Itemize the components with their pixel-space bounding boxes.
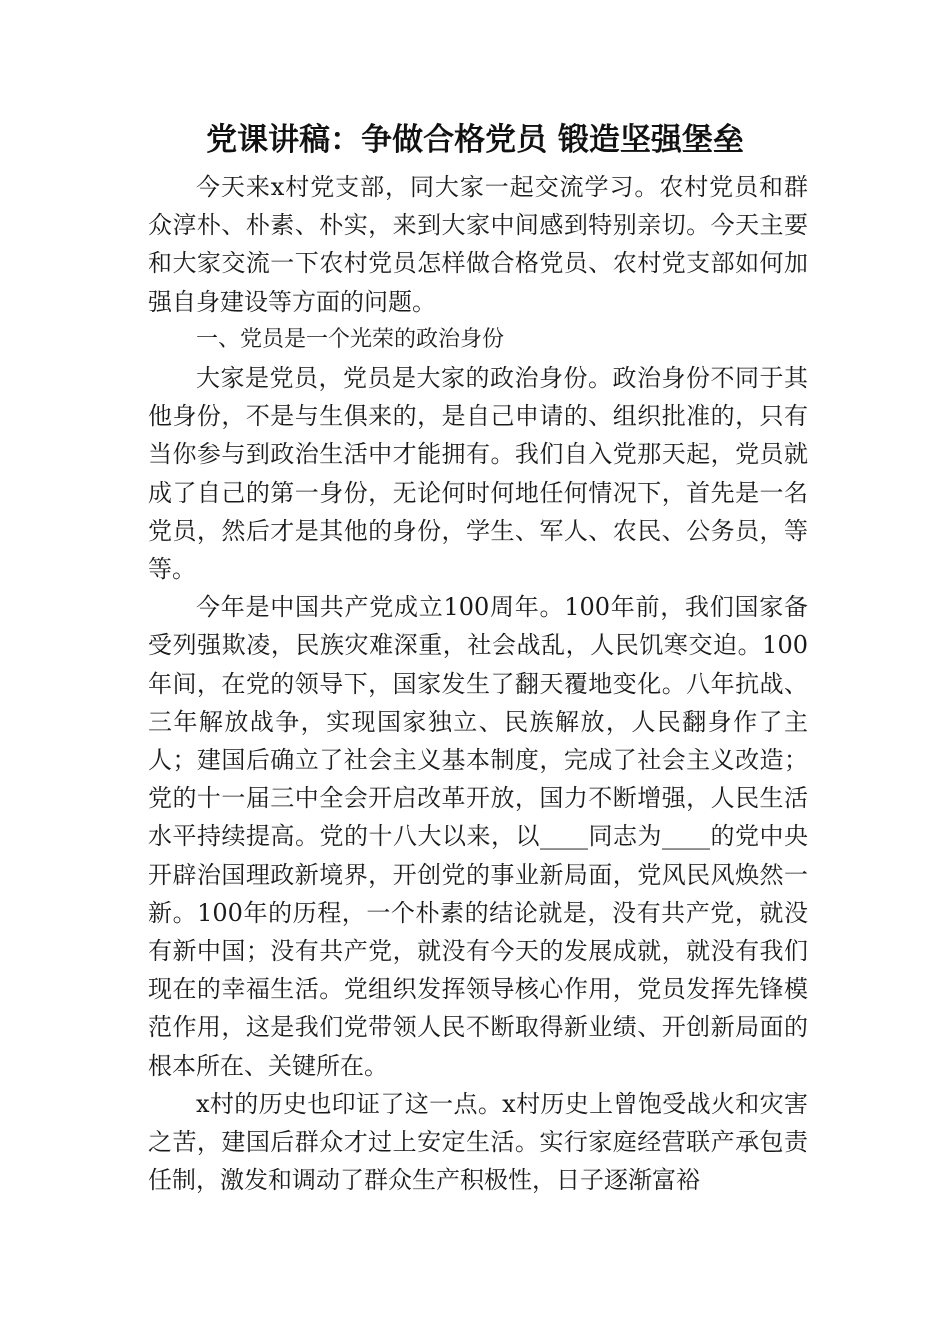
paragraph-intro: 今天来x村党支部，同大家一起交流学习。农村党员和群众淳朴、朴素、朴实，来到大家中间感到特别亲切。今天主要和大家交流一下农村党员怎样做合格党员、农村党支部如何加强自身建设等方面的问题。 (148, 173, 808, 316)
paragraph-political-identity: 大家是党员，党员是大家的政治身份。政治身份不同于其他身份，不是与生俱来的，是自己申请的、组织批准的，只有当你参与到政治生活中才能拥有。我们自入党那天起，党员就成了自己的第一身份，无论何时何地任何情况下，首先是一名党员，然后才是其他的身份，学生、军人、农民、公务员，等等。 (148, 364, 808, 584)
document-body (148, 168, 808, 1199)
paragraph-village-history: x村的历史也印证了这一点。x村历史上曾饱受战火和灾害之苦，建国后群众才过上安定生活。实行家庭经营联产承包责任制，激发和调动了群众生产积极性，日子逐渐富裕 (148, 1089, 808, 1195)
document-title: 党课讲稿：争做合格党员 锻造坚强堡垒 (206, 122, 744, 158)
section-heading-1: 一、党员是一个光荣的政治身份 (196, 326, 505, 352)
paragraph-party-history: 今年是中国共产党成立100周年。100年前，我们国家备受列强欺凌，民族灾难深重，社会战乱，人民饥寒交迫。100年间，在党的领导下，国家发生了翻天覆地变化。八年抗战、三年解放战争，实现国家独立、民族解放，人民翻身作了主人；建国后确立了社会主义基本制度，完成了社会主义改造；党的十一届三中全会开启改革开放，国力不断增强，人民生活水平持续提高。党的十八大以来，以____同志为____的党中央开辟治国理政新境界，开创党的事业新局面，党风民风焕然一新。100年的历程，一个朴素的结论就是，没有共产党，就没有新中国；没有共产党，就没有今天的发展成就，就没有我们现在的幸福生活。党组织发挥领导核心作用，党员发挥先锋模范作用，这是我们党带领人民不断取得新业绩、开创新局面的根本所在、关键所在。 (148, 593, 808, 1080)
